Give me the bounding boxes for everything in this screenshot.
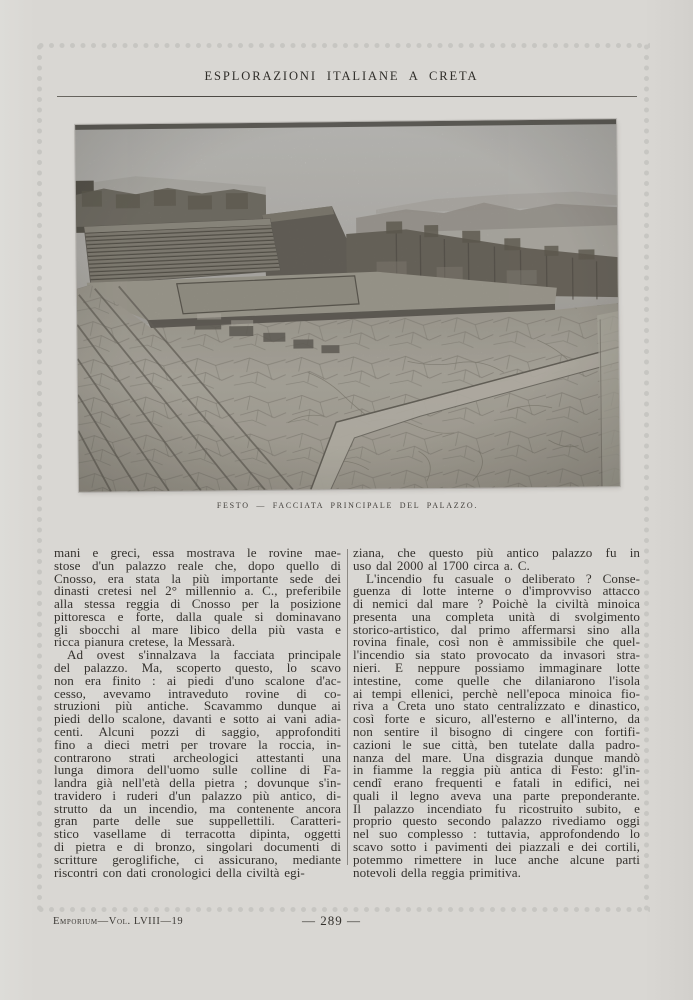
text-line: cesso, avevamo intraveduto rovine di co-	[54, 685, 341, 701]
text-line: riscontri con dati cronologici della civiltà egi-	[54, 864, 305, 880]
text-line: Il palazzo incendiato fu ricostruito subito, e	[353, 800, 640, 816]
text-line: riva a Creta uno stato centralizzato e dinastico,	[353, 698, 640, 714]
text-line: gli sbocchi al mare libico della più vasta e	[54, 621, 341, 637]
text-line: quali il legno aveva una parte preponderante.	[353, 787, 640, 803]
text-line: lunga dimora dell'uomo sulle colline di Fa-	[54, 762, 341, 778]
header-rule	[57, 96, 637, 97]
text-line: del palazzo. Ma, scoperto questo, lo scavo	[54, 660, 341, 676]
text-line: dinasti cretesi nel 2° millennio a. C., preferibile	[54, 583, 341, 599]
column-divider	[347, 549, 348, 865]
text-line: travidero i ruderi d'un palazzo più antico, di-	[54, 787, 341, 803]
text-line: ricca pianura cretese, la Messarà.	[54, 634, 236, 650]
text-line: intestine, come quelle che dilaniarono l'isola	[353, 672, 640, 688]
text-line: fino a dieci metri per trovare la roccia, in-	[54, 736, 341, 752]
column-right	[353, 547, 640, 879]
text-line: cendî erano frequenti e fatali in edifici, nei	[353, 775, 640, 791]
text-line: storico-artistico, dal primo affermarsi sino alla	[353, 621, 640, 637]
text-line: gran parte delle sue suppellettili. Caratteri-	[54, 813, 341, 829]
text-line: in fiamme la reggia più antica di Festo: gl'in-	[353, 762, 640, 778]
text-line: rovina finale, così non è ammissibile che quel-	[353, 634, 640, 650]
text-line: ziana, che questo più antico palazzo fu in	[353, 545, 640, 560]
paragraph-left-2	[54, 649, 341, 879]
text-line: non era finito : ai piedi d'uno scalone d'ac-	[54, 672, 341, 688]
text-line: proprio questo secondo palazzo rivediamo oggi	[353, 813, 640, 829]
text-line: scavo sotto i pavimenti dei piazzali e dei cortili,	[353, 838, 640, 854]
text-line: stico vasellame di terracotta dipinta, oggetti	[54, 826, 341, 842]
text-line: Ad ovest s'innalzava la facciata principale	[67, 647, 341, 663]
text-line: mani e greci, essa mostrava le rovine mae-	[54, 545, 341, 560]
text-line: nanza del mare. Una disgrazia dunque mandò	[353, 749, 640, 765]
page-title: ESPLORAZIONI ITALIANE A CRETA	[204, 69, 479, 83]
text-line: scritture geroglifiche, ci assicurano, mediante	[54, 851, 341, 867]
text-line: presenta una completa unità di svolgimento	[353, 608, 640, 624]
text-line: nieri. E neppure possiamo immaginare lotte	[353, 660, 640, 676]
text-line: potemmo rimettere in luce anche alcune parti	[353, 851, 640, 867]
text-line: pittoresca e forte, dalla quale si dominavano	[54, 608, 341, 624]
text-line: landra già nell'età della pietra ; dovunque s'in-	[54, 775, 341, 791]
text-line: nel suo complesso : tuttavia, approfondendo lo	[353, 826, 640, 842]
text-line: ai tempi ellenici, perchè nell'epoca minoica fio-	[353, 685, 640, 701]
page-number: — 289 —	[302, 913, 361, 928]
text-line: cazioni le sue città, ben tutelate dalla padro-	[353, 736, 640, 752]
decorative-border-left	[36, 42, 43, 913]
ruins-photo-art	[75, 119, 620, 492]
text-line: strutto da un incendio, ma contenente ancora	[54, 800, 341, 816]
text-line: notevoli della reggia primitiva.	[353, 864, 521, 880]
text-line: Cnosso, era stata la più importante sede dei	[54, 570, 341, 586]
text-line: alla stessa reggia di Cnosso per la posizione	[54, 596, 341, 612]
decorative-border-right	[643, 42, 650, 913]
text-line: centi. Alcuni pozzi di saggio, approfonditi	[54, 723, 341, 739]
text-line: di pietra e di bronzo, singolari documenti di	[54, 838, 341, 854]
paragraph-right-2	[353, 570, 640, 880]
figure	[77, 122, 618, 510]
text-line: guenza di lotte interne o d'improvviso attacco	[353, 583, 640, 599]
photo-grain	[75, 119, 620, 492]
paragraph-right-1	[353, 547, 640, 573]
text-line: l'incendio sia stato provocato da invasori stra-	[353, 647, 640, 663]
figure-caption: FESTO — FACCIATA PRINCIPALE DEL PALAZZO.	[216, 501, 479, 510]
text-line: così forte e sicuro, all'esterno e all'interno, da	[353, 711, 640, 727]
text-line: uso dal 2000 al 1700 circa a. C.	[353, 557, 530, 573]
text-line: stose d'un palazzo reale che, dopo quello di	[54, 557, 341, 573]
text-line: L'incendio fu casuale o deliberato ? Conse-	[366, 570, 640, 586]
text-line: non sentire il bisogno di cingere con fortifi-	[353, 723, 640, 739]
text-line: piedi dello scalone, davanti e sotto ai vani adia-	[54, 711, 341, 727]
decorative-border-bottom	[36, 906, 650, 913]
text-line: di nemici dal mare ? Poichè la civiltà minoica	[353, 596, 640, 612]
text-columns	[54, 547, 640, 879]
ruins-photo	[75, 119, 620, 492]
volume-imprint: Emporium—Vol. LVIII—19	[53, 916, 184, 927]
paragraph-left-1	[54, 547, 341, 649]
text-line: contrarono strati archeologici attestanti una	[54, 749, 341, 765]
text-line: struzioni più antiche. Scavammo dunque ai	[54, 698, 341, 714]
decorative-border-top	[36, 42, 650, 49]
column-left	[54, 547, 341, 879]
